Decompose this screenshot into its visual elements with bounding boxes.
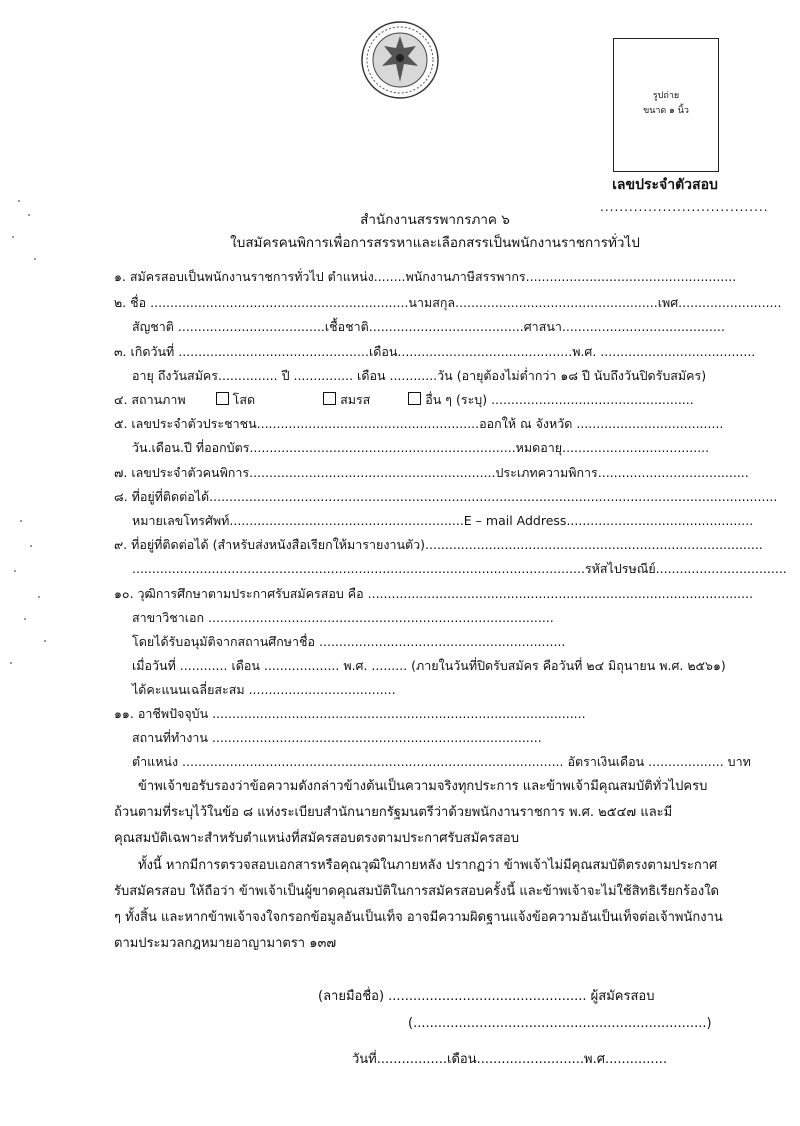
- address-line[interactable]: ๘. ที่อยู่ที่ติดต่อได้...............................................................................................................................................: [114, 489, 778, 504]
- office-name: สำนักงานสรรพากรภาค ๖: [360, 212, 510, 228]
- workplace-line[interactable]: สถานที่ทำงาน ...................................................................................: [132, 730, 542, 745]
- certification-paragraph: ข้าพเจ้าขอรับรองว่าข้อความดังกล่าวข้างต้นเป็นความจริงทุกประการ และข้าพเจ้ามีคุณสมบัติทั่วไปครบถ้วนตามที่ระบุไว้ในข้อ ๘ แห่งระเบียบสำนักนายกรัฐมนตรีว่าด้วยพนักงานราชการ พ.ศ. ๒๕๔๗ และมีคุณสมบัติเฉพาะสำหรับตำแหน่งที่สมัครสอบตรงตามประกาศรับสมัครสอบ: [114, 779, 708, 846]
- exam-id-label: เลขประจำตัวสอบ: [612, 177, 718, 193]
- status-other-checkbox[interactable]: [408, 392, 421, 405]
- phone-email-line[interactable]: หมายเลขโทรศัพท์...........................................................E – mail Address...............................................: [132, 513, 754, 528]
- gpa-line[interactable]: ได้คะแนนเฉลี่ยสะสม .....................................: [132, 682, 396, 697]
- status-single-checkbox[interactable]: [216, 392, 229, 405]
- name-line[interactable]: ๒. ชื่อ .................................................................นามสกุล...................................................เพศ..........................: [114, 295, 782, 310]
- photo-box: [613, 38, 719, 172]
- mailing-address-line[interactable]: ๙. ที่อยู่ที่ติดต่อได้ (สำหรับส่งหนังสือเรียกให้มารายงานตัว).....................................................................................: [114, 537, 763, 552]
- institution-line[interactable]: โดยได้รับอนุมัติจากสถานศึกษาชื่อ ..............................................................: [132, 634, 566, 649]
- exam-id-field[interactable]: ...................................: [600, 200, 769, 214]
- form-title: ใบสมัครคนพิการเพื่อการสรรหาและเลือกสรรเป็นพนักงานราชการทั่วไป: [230, 235, 640, 251]
- citizen-id-line[interactable]: ๕. เลขประจำตัวประชาชน........................................................ออกให้ ณ จังหวัด .....................................: [114, 416, 724, 431]
- signature-line[interactable]: (ลายมือชื่อ) ................................................ ผู้สมัครสอบ: [318, 989, 655, 1004]
- age-line[interactable]: อายุ ถึงวันสมัคร............... ปี ............... เดือน ............วัน (อายุต้องไม่ต่ำกว่า ๑๘ ปี นับถึงวันปิดรับสมัคร): [132, 368, 707, 383]
- graduation-date-line[interactable]: เมื่อวันที่ ............ เดือน ................... พ.ศ. ......... (ภายในวันที่ปิดรับสมัคร คือวันที่ ๒๔ มิถุนายน พ.ศ. ๒๕๖๑): [132, 658, 726, 673]
- disability-id-line[interactable]: ๗. เลขประจำตัวคนพิการ..............................................................ประเภทความพิการ......................................: [114, 465, 749, 480]
- nationality-line[interactable]: สัญชาติ .....................................เชื้อชาติ.......................................ศาสนา.........................................: [132, 319, 725, 334]
- postcode-line[interactable]: ..................................................................................................................รหัสไปรษณีย์.................................: [132, 561, 787, 576]
- id-issue-line[interactable]: วัน.เดือน.ปี ที่ออกบัตร...................................................................หมดอายุ.....................................: [132, 440, 710, 455]
- emblem-seal-icon: [360, 20, 440, 100]
- birthdate-line[interactable]: ๓. เกิดวันที่ ................................................เดือน............................................พ.ศ. .......................................: [114, 344, 756, 359]
- major-line[interactable]: สาขาวิชาเอก .......................................................................................: [132, 610, 554, 625]
- signature-name-line[interactable]: (.......................................................................): [408, 1016, 712, 1031]
- photo-label-line2: ขนาด ๑ นิ้ว: [643, 106, 689, 116]
- education-line[interactable]: ๑๐. วุฒิการศึกษาตามประกาศรับสมัครสอบ คือ .................................................................................................: [114, 586, 754, 601]
- status-married-label: สมรส: [340, 392, 371, 407]
- occupation-line[interactable]: ๑๑. อาชีพปัจจุบัน ..............................................................................................: [114, 706, 586, 721]
- status-other-label[interactable]: อื่น ๆ (ระบุ) ...................................................: [425, 392, 694, 407]
- disclaimer-paragraph: ทั้งนี้ หากมีการตรวจสอบเอกสารหรือคุณวุฒิในภายหลัง ปรากฏว่า ข้าพเจ้าไม่มีคุณสมบัติตรงตามประกาศรับสมัครสอบ ให้ถือว่า ข้าพเจ้าเป็นผู้ขาดคุณสมบัติในการสมัครสอบครั้งนี้ และข้าพเจ้าจะไม่ใช้สิทธิเรียกร้องใด ๆ ทั้งสิ้น และหากข้าพเจ้าจงใจกรอกข้อมูลอันเป็นเท็จ อาจมีความผิดฐานแจ้งข้อความอันเป็นเท็จต่อเจ้าพนักงาน ตามประมวลกฎหมายอาญามาตรา ๑๓๗: [114, 858, 723, 951]
- status-single-label: โสด: [232, 392, 256, 407]
- position-line[interactable]: ๑. สมัครสอบเป็นพนักงานราชการทั่วไป ตำแหน่ง........พนักงานภาษีสรรพากร.....................................................: [114, 269, 737, 284]
- date-line[interactable]: วันที่.................เดือน..........................พ.ศ...............: [352, 1052, 667, 1067]
- status-label: ๔. สถานภาพ: [114, 392, 186, 407]
- status-married-checkbox[interactable]: [323, 392, 336, 405]
- job-title-salary-line[interactable]: ตำแหน่ง ................................................................................................ อัตราเงินเดือน ................... บาท: [132, 754, 751, 769]
- photo-label: [614, 89, 718, 119]
- status-line: [114, 391, 694, 409]
- photo-label-line1: รูปถ่าย: [652, 91, 680, 101]
